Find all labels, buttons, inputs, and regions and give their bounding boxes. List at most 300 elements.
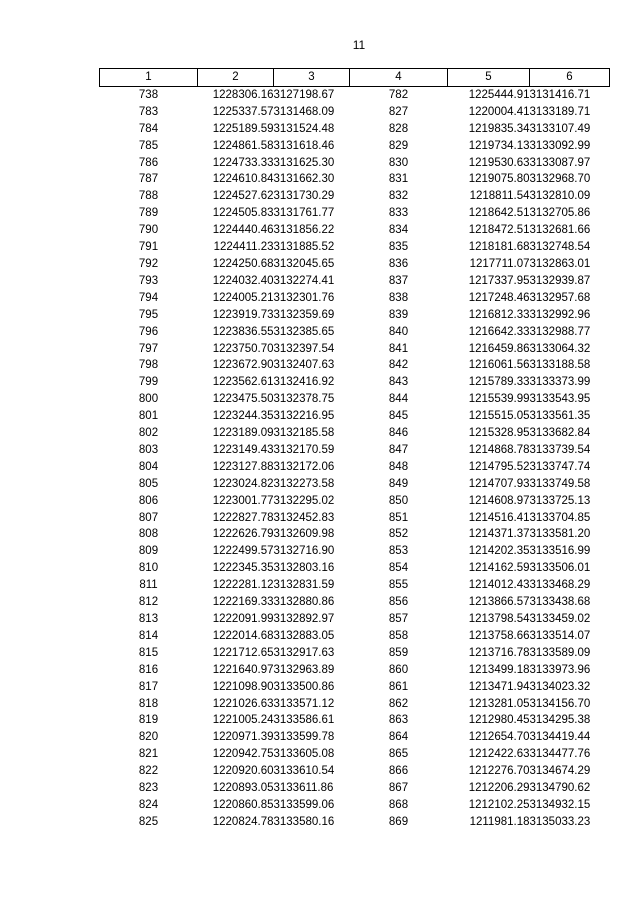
- x-coordinate-cell: 1223672.90: [212, 359, 274, 372]
- x-coordinate-cell: 1214608.97: [468, 494, 530, 507]
- point-number-cell: 822: [138, 765, 159, 778]
- point-number-cell: 792: [138, 257, 159, 270]
- y-coordinate-cell: 3134674.29: [529, 765, 591, 778]
- y-coordinate-cell: 3133468.29: [529, 579, 591, 592]
- x-coordinate-cell: 1212276.70: [468, 765, 530, 778]
- point-number-cell: 793: [138, 274, 159, 287]
- x-coordinate-cell: 1219530.63: [468, 156, 530, 169]
- x-coordinate-cell: 1215539.99: [468, 393, 530, 406]
- point-number-cell: 867: [388, 782, 409, 795]
- x-coordinate-cell: 1221098.90: [212, 680, 274, 693]
- point-number-cell: 816: [138, 663, 159, 676]
- point-number-cell: 821: [138, 748, 159, 761]
- point-number-cell: 787: [138, 173, 159, 186]
- point-number-cell: 790: [138, 224, 159, 237]
- point-number-cell: 855: [388, 579, 409, 592]
- table-row: [100, 577, 610, 594]
- point-number-cell: 859: [388, 646, 409, 659]
- point-number-cell: 819: [138, 714, 159, 727]
- table-row: [100, 155, 610, 172]
- point-number-cell: 800: [138, 393, 159, 406]
- point-number-cell: 866: [388, 765, 409, 778]
- point-number-cell: 794: [138, 291, 159, 304]
- y-coordinate-cell: 3133610.54: [273, 765, 335, 778]
- y-coordinate-cell: 3131468.09: [273, 105, 335, 118]
- x-coordinate-cell: 1212654.70: [468, 731, 530, 744]
- x-coordinate-cell: 1216061.56: [468, 359, 530, 372]
- point-number-cell: 791: [138, 241, 159, 254]
- table-row: [100, 510, 610, 527]
- table-row: [100, 188, 610, 205]
- y-coordinate-cell: 3131885.52: [273, 241, 335, 254]
- y-coordinate-cell: 3132397.54: [273, 342, 335, 355]
- y-coordinate-cell: 3133605.08: [273, 748, 335, 761]
- point-number-cell: 785: [138, 139, 159, 152]
- y-coordinate-cell: 3132831.59: [273, 579, 335, 592]
- y-coordinate-cell: 3131625.30: [273, 156, 335, 169]
- x-coordinate-cell: 1214516.41: [468, 511, 530, 524]
- x-coordinate-cell: 1223127.88: [212, 460, 274, 473]
- x-coordinate-cell: 1211981.18: [469, 815, 530, 828]
- table-header-row: [100, 69, 610, 87]
- point-number-cell: 798: [138, 359, 159, 372]
- table-row: [100, 780, 610, 797]
- x-coordinate-cell: 1215328.95: [468, 427, 530, 440]
- y-coordinate-cell: 3133611.86: [273, 782, 334, 795]
- point-number-cell: 853: [388, 545, 409, 558]
- y-coordinate-cell: 3132295.02: [273, 494, 335, 507]
- x-coordinate-cell: 1214371.37: [468, 528, 530, 541]
- y-coordinate-cell: 3131416.71: [529, 88, 591, 101]
- y-coordinate-cell: 3132273.58: [273, 477, 335, 490]
- table-row: [100, 425, 610, 442]
- table-row: [100, 307, 610, 324]
- y-coordinate-cell: 3132810.09: [529, 190, 591, 203]
- table-row: [100, 239, 610, 256]
- point-number-cell: 786: [138, 156, 159, 169]
- y-coordinate-cell: 3133543.95: [529, 393, 591, 406]
- x-coordinate-cell: 1212206.29: [468, 782, 530, 795]
- y-coordinate-cell: 3132939.87: [529, 274, 591, 287]
- x-coordinate-cell: 1216812.33: [468, 308, 530, 321]
- y-coordinate-cell: 3131662.30: [273, 173, 335, 186]
- table-row: [100, 391, 610, 408]
- x-coordinate-cell: 1224527.62: [212, 190, 274, 203]
- point-number-cell: 824: [138, 798, 159, 811]
- table-row: [100, 729, 610, 746]
- x-coordinate-cell: 1212422.63: [468, 748, 530, 761]
- point-number-cell: 738: [138, 88, 159, 101]
- table-row: [100, 104, 610, 121]
- point-number-cell: 863: [388, 714, 409, 727]
- x-coordinate-cell: 1217248.46: [468, 291, 530, 304]
- y-coordinate-cell: 3133500.86: [273, 680, 335, 693]
- point-number-cell: 842: [388, 359, 409, 372]
- y-coordinate-cell: 3133064.32: [529, 342, 591, 355]
- x-coordinate-cell: 1216642.33: [468, 325, 530, 338]
- table-row: [100, 442, 610, 459]
- table-row: [100, 797, 610, 814]
- y-coordinate-cell: 3132185.58: [273, 427, 335, 440]
- y-coordinate-cell: 3132803.16: [273, 562, 335, 575]
- y-coordinate-cell: 3133514.07: [529, 629, 591, 642]
- x-coordinate-cell: 1224440.46: [212, 224, 274, 237]
- y-coordinate-cell: 3127198.67: [273, 88, 335, 101]
- y-coordinate-cell: 3132378.75: [273, 393, 335, 406]
- point-number-cell: 838: [388, 291, 409, 304]
- table-row: [100, 814, 610, 831]
- x-coordinate-cell: 1213866.57: [468, 596, 530, 609]
- table-row: [100, 476, 610, 493]
- point-number-cell: 814: [138, 629, 159, 642]
- point-number-cell: 841: [388, 342, 409, 355]
- x-coordinate-cell: 1221640.97: [212, 663, 274, 676]
- point-number-cell: 812: [138, 596, 159, 609]
- point-number-cell: 860: [388, 663, 409, 676]
- y-coordinate-cell: 3132609.98: [273, 528, 335, 541]
- x-coordinate-cell: 1215789.33: [468, 376, 530, 389]
- table-row: [100, 645, 610, 662]
- y-coordinate-cell: 3133561.35: [529, 410, 591, 423]
- y-coordinate-cell: 3132880.86: [273, 596, 335, 609]
- y-coordinate-cell: 3132917.63: [273, 646, 335, 659]
- y-coordinate-cell: 3134477.76: [529, 748, 591, 761]
- x-coordinate-cell: 1228306.16: [212, 88, 274, 101]
- x-coordinate-cell: 1223750.70: [212, 342, 274, 355]
- table-row: [100, 560, 610, 577]
- point-number-cell: 831: [388, 173, 409, 186]
- column-header-4: 4: [350, 69, 448, 87]
- point-number-cell: 854: [388, 562, 409, 575]
- point-number-cell: 848: [388, 460, 409, 473]
- table-row: [100, 459, 610, 476]
- y-coordinate-cell: 3133516.99: [529, 545, 591, 558]
- y-coordinate-cell: 3133581.20: [529, 528, 591, 541]
- y-coordinate-cell: 3133586.61: [273, 714, 335, 727]
- y-coordinate-cell: 3133739.54: [529, 443, 591, 456]
- y-coordinate-cell: 3132957.68: [529, 291, 591, 304]
- point-number-cell: 847: [388, 443, 409, 456]
- y-coordinate-cell: 3131618.46: [273, 139, 335, 152]
- point-number-cell: 783: [138, 105, 159, 118]
- point-number-cell: 784: [138, 122, 159, 135]
- point-number-cell: 850: [388, 494, 409, 507]
- x-coordinate-cell: 1219075.80: [468, 173, 530, 186]
- column-header-2: 2: [198, 69, 274, 87]
- y-coordinate-cell: 3132748.54: [529, 241, 591, 254]
- table-row: [100, 493, 610, 510]
- x-coordinate-cell: 1221712.65: [212, 646, 274, 659]
- x-coordinate-cell: 1218472.51: [468, 224, 530, 237]
- table-row: [100, 357, 610, 374]
- table-row: [100, 121, 610, 138]
- x-coordinate-cell: 1223919.73: [212, 308, 274, 321]
- point-number-cell: 849: [388, 477, 409, 490]
- x-coordinate-cell: 1221026.63: [212, 697, 274, 710]
- y-coordinate-cell: 3132172.06: [273, 460, 335, 473]
- table-row: [100, 763, 610, 780]
- y-coordinate-cell: 3132883.05: [273, 629, 335, 642]
- x-coordinate-cell: 1224411.23: [213, 241, 274, 254]
- y-coordinate-cell: 3133589.09: [529, 646, 591, 659]
- x-coordinate-cell: 1220920.60: [212, 765, 274, 778]
- y-coordinate-cell: 3134419.44: [529, 731, 591, 744]
- y-coordinate-cell: 3132988.77: [529, 325, 591, 338]
- x-coordinate-cell: 1217711.07: [469, 257, 530, 270]
- point-number-cell: 845: [388, 410, 409, 423]
- point-number-cell: 828: [388, 122, 409, 135]
- table-row: [100, 408, 610, 425]
- x-coordinate-cell: 1223149.43: [212, 443, 274, 456]
- point-number-cell: 799: [138, 376, 159, 389]
- x-coordinate-cell: 1222626.79: [212, 528, 274, 541]
- point-number-cell: 815: [138, 646, 159, 659]
- x-coordinate-cell: 1224861.58: [212, 139, 274, 152]
- table-row: [100, 171, 610, 188]
- y-coordinate-cell: 3133107.49: [529, 122, 591, 135]
- point-number-cell: 818: [138, 697, 159, 710]
- x-coordinate-cell: 1224733.33: [212, 156, 274, 169]
- y-coordinate-cell: 3133599.78: [273, 731, 335, 744]
- x-coordinate-cell: 1218642.51: [468, 207, 530, 220]
- point-number-cell: 796: [138, 325, 159, 338]
- x-coordinate-cell: 1220824.78: [212, 815, 274, 828]
- point-number-cell: 837: [388, 274, 409, 287]
- x-coordinate-cell: 1225337.57: [212, 105, 274, 118]
- y-coordinate-cell: 3134295.38: [529, 714, 591, 727]
- point-number-cell: 820: [138, 731, 159, 744]
- point-number-cell: 782: [388, 88, 409, 101]
- table-row: [100, 712, 610, 729]
- y-coordinate-cell: 3132416.92: [273, 376, 335, 389]
- x-coordinate-cell: 1218181.68: [468, 241, 530, 254]
- table-row: [100, 341, 610, 358]
- point-number-cell: 836: [388, 257, 409, 270]
- point-number-cell: 802: [138, 427, 159, 440]
- x-coordinate-cell: 1214202.35: [468, 545, 530, 558]
- point-number-cell: 846: [388, 427, 409, 440]
- x-coordinate-cell: 1213758.66: [468, 629, 530, 642]
- x-coordinate-cell: 1223024.82: [212, 477, 274, 490]
- y-coordinate-cell: 3132963.89: [273, 663, 335, 676]
- y-coordinate-cell: 3133506.01: [529, 562, 591, 575]
- x-coordinate-cell: 1214795.52: [468, 460, 530, 473]
- x-coordinate-cell: 1213499.18: [468, 663, 530, 676]
- x-coordinate-cell: 1218811.54: [469, 190, 530, 203]
- y-coordinate-cell: 3131856.22: [273, 224, 335, 237]
- table-row: [100, 205, 610, 222]
- table-row: [100, 256, 610, 273]
- x-coordinate-cell: 1224505.83: [212, 207, 274, 220]
- point-number-cell: 808: [138, 528, 159, 541]
- y-coordinate-cell: 3132863.01: [529, 257, 591, 270]
- x-coordinate-cell: 1220942.75: [212, 748, 274, 761]
- y-coordinate-cell: 3133373.99: [529, 376, 591, 389]
- point-number-cell: 804: [138, 460, 159, 473]
- x-coordinate-cell: 1214868.78: [468, 443, 530, 456]
- table-row: [100, 594, 610, 611]
- point-number-cell: 830: [388, 156, 409, 169]
- x-coordinate-cell: 1224005.21: [212, 291, 274, 304]
- column-header-1: 1: [100, 69, 198, 87]
- y-coordinate-cell: 3133189.71: [529, 105, 591, 118]
- x-coordinate-cell: 1220971.39: [212, 731, 274, 744]
- y-coordinate-cell: 3133599.06: [273, 798, 335, 811]
- y-coordinate-cell: 3132216.95: [273, 410, 335, 423]
- y-coordinate-cell: 3133188.58: [529, 359, 591, 372]
- table-row: [100, 290, 610, 307]
- x-coordinate-cell: 1224250.68: [212, 257, 274, 270]
- y-coordinate-cell: 3133973.96: [529, 663, 591, 676]
- y-coordinate-cell: 3133087.97: [529, 156, 591, 169]
- x-coordinate-cell: 1214012.43: [468, 579, 530, 592]
- x-coordinate-cell: 1224610.84: [212, 173, 274, 186]
- point-number-cell: 811: [139, 579, 158, 592]
- x-coordinate-cell: 1224032.40: [212, 274, 274, 287]
- y-coordinate-cell: 3134932.15: [529, 798, 591, 811]
- point-number-cell: 869: [388, 815, 409, 828]
- point-number-cell: 805: [138, 477, 159, 490]
- point-number-cell: 817: [138, 680, 159, 693]
- point-number-cell: 835: [388, 241, 409, 254]
- point-number-cell: 843: [388, 376, 409, 389]
- x-coordinate-cell: 1223189.09: [212, 427, 274, 440]
- point-number-cell: 862: [388, 697, 409, 710]
- point-number-cell: 829: [388, 139, 409, 152]
- table-row: [100, 628, 610, 645]
- y-coordinate-cell: 3133459.02: [529, 613, 591, 625]
- table-row: [100, 324, 610, 341]
- x-coordinate-cell: 1220893.05: [212, 782, 274, 795]
- x-coordinate-cell: 1216459.86: [468, 342, 530, 355]
- x-coordinate-cell: 1223001.77: [212, 494, 274, 507]
- x-coordinate-cell: 1212102.25: [468, 798, 530, 811]
- y-coordinate-cell: 3134023.32: [529, 680, 591, 693]
- table-row: [100, 696, 610, 713]
- table-row: [100, 543, 610, 560]
- point-number-cell: 851: [388, 511, 409, 524]
- x-coordinate-cell: 1223836.55: [212, 325, 274, 338]
- table-row: [100, 86, 610, 103]
- y-coordinate-cell: 3133725.13: [529, 494, 591, 507]
- x-coordinate-cell: 1220860.85: [212, 798, 274, 811]
- point-number-cell: 789: [138, 207, 159, 220]
- point-number-cell: 858: [388, 629, 409, 642]
- point-number-cell: 801: [138, 410, 159, 423]
- point-number-cell: 827: [388, 105, 409, 118]
- point-number-cell: 823: [138, 782, 159, 795]
- coordinates-table: [99, 68, 610, 831]
- x-coordinate-cell: 1213281.05: [468, 697, 530, 710]
- y-coordinate-cell: 3133571.12: [273, 697, 335, 710]
- point-number-cell: 797: [138, 342, 159, 355]
- point-number-cell: 856: [388, 596, 409, 609]
- point-number-cell: 832: [388, 190, 409, 203]
- x-coordinate-cell: 1213798.54: [468, 613, 530, 625]
- point-number-cell: 807: [138, 511, 159, 524]
- x-coordinate-cell: 1222281.12: [212, 579, 274, 592]
- point-number-cell: 788: [138, 190, 159, 203]
- y-coordinate-cell: 3132968.70: [529, 173, 591, 186]
- x-coordinate-cell: 1220004.41: [468, 105, 530, 118]
- x-coordinate-cell: 1212980.45: [468, 714, 530, 727]
- table-body: [100, 86, 610, 830]
- point-number-cell: 844: [388, 393, 409, 406]
- x-coordinate-cell: 1223562.61: [212, 376, 274, 389]
- point-number-cell: 833: [388, 207, 409, 220]
- y-coordinate-cell: 3132170.59: [273, 443, 335, 456]
- y-coordinate-cell: 3132301.76: [273, 291, 335, 304]
- point-number-cell: 825: [138, 815, 159, 828]
- y-coordinate-cell: 3133438.68: [529, 596, 591, 609]
- column-header-3: 3: [274, 69, 350, 87]
- y-coordinate-cell: 3131730.29: [273, 190, 335, 203]
- point-number-cell: 834: [388, 224, 409, 237]
- point-number-cell: 813: [138, 613, 159, 625]
- y-coordinate-cell: 3133682.84: [529, 427, 591, 440]
- x-coordinate-cell: 1222827.78: [212, 511, 274, 524]
- y-coordinate-cell: 3133749.58: [529, 477, 591, 490]
- point-number-cell: 868: [388, 798, 409, 811]
- table-row: [100, 273, 610, 290]
- y-coordinate-cell: 3135033.23: [529, 815, 591, 828]
- x-coordinate-cell: 1222091.99: [212, 613, 274, 625]
- column-header-6: 6: [530, 69, 610, 87]
- point-number-cell: 864: [388, 731, 409, 744]
- x-coordinate-cell: 1225189.59: [212, 122, 274, 135]
- y-coordinate-cell: 3132407.63: [273, 359, 335, 372]
- y-coordinate-cell: 3132385.65: [273, 325, 335, 338]
- x-coordinate-cell: 1222014.68: [212, 629, 274, 642]
- y-coordinate-cell: 3134790.62: [529, 782, 591, 795]
- table-row: [100, 746, 610, 763]
- x-coordinate-cell: 1219835.34: [468, 122, 530, 135]
- x-coordinate-cell: 1215515.05: [468, 410, 530, 423]
- table-row: [100, 662, 610, 679]
- point-number-cell: 809: [138, 545, 159, 558]
- y-coordinate-cell: 3132274.41: [273, 274, 335, 287]
- point-number-cell: 795: [138, 308, 159, 321]
- y-coordinate-cell: 3132681.66: [529, 224, 591, 237]
- table-row: [100, 679, 610, 696]
- x-coordinate-cell: 1217337.95: [468, 274, 530, 287]
- point-number-cell: 803: [138, 443, 159, 456]
- y-coordinate-cell: 3133092.99: [529, 139, 591, 152]
- y-coordinate-cell: 3132452.83: [273, 511, 335, 524]
- y-coordinate-cell: 3132705.86: [529, 207, 591, 220]
- table-row: [100, 222, 610, 239]
- table-row: [100, 526, 610, 543]
- column-header-5: 5: [448, 69, 530, 87]
- x-coordinate-cell: 1222499.57: [212, 545, 274, 558]
- table-row: [100, 138, 610, 155]
- y-coordinate-cell: 3132716.90: [273, 545, 335, 558]
- y-coordinate-cell: 3133747.74: [529, 460, 591, 473]
- y-coordinate-cell: 3132892.97: [273, 613, 335, 625]
- point-number-cell: 806: [138, 494, 159, 507]
- x-coordinate-cell: 1214162.59: [468, 562, 530, 575]
- point-number-cell: 857: [388, 613, 409, 625]
- y-coordinate-cell: 3131524.48: [273, 122, 335, 135]
- y-coordinate-cell: 3132992.96: [529, 308, 591, 321]
- x-coordinate-cell: 1221005.24: [212, 714, 274, 727]
- x-coordinate-cell: 1213471.94: [468, 680, 530, 693]
- x-coordinate-cell: 1223244.35: [212, 410, 274, 423]
- x-coordinate-cell: 1219734.13: [468, 139, 530, 152]
- table-row: [100, 374, 610, 391]
- y-coordinate-cell: 3133704.85: [529, 511, 591, 524]
- point-number-cell: 865: [388, 748, 409, 761]
